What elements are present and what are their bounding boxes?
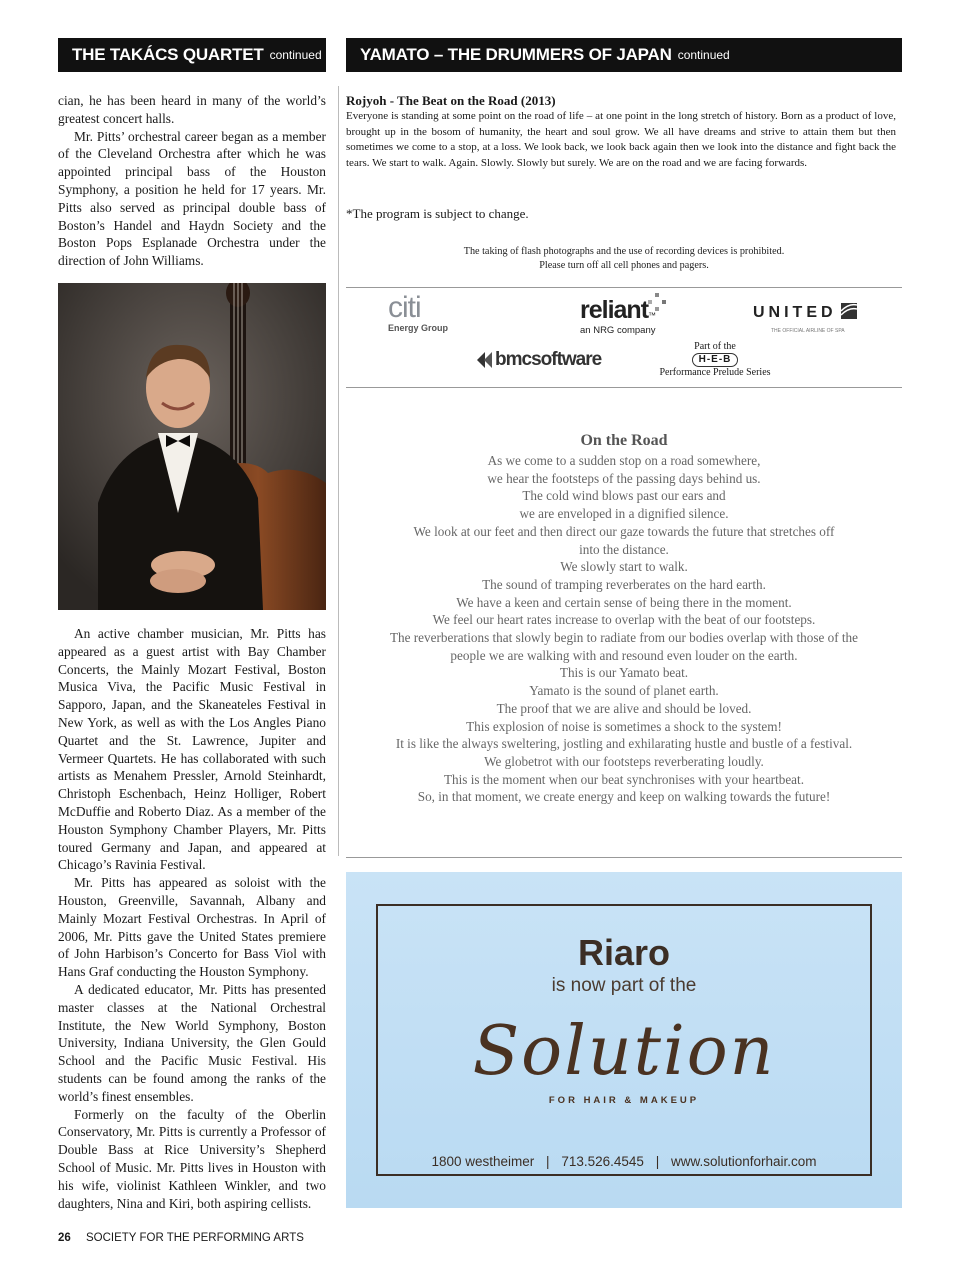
- program-note: *The program is subject to change.: [346, 206, 529, 221]
- continued-label: continued: [269, 48, 322, 62]
- poem-line: The proof that we are alive and should be loved.: [496, 700, 752, 716]
- bmc-logo: [475, 349, 601, 371]
- heb-suffix: Performance Prelude Series: [659, 367, 771, 378]
- reliant-wordmark: reliant: [580, 296, 649, 324]
- poem-line: This is our Yamato beat.: [559, 665, 689, 681]
- reliant-star-icon: [648, 293, 666, 311]
- ad-contact: 1800 westheimer | 713.526.4545 | www.solutionforhair.com: [431, 1154, 817, 1169]
- bio-paragraph: An active chamber musician, Mr. Pitts has appeared as a guest artist with Bay Chamber Concerts, the Mainly Mozart Festival, Boston Musica Viva, the Pacific Music Festival in Sapporo, Japan, and the Skaneateles Festival in New York, as well as with the Los Angles Piano Quartet and the St. Lawrence, Jupiter and Vermeer Quartets. He has collaborated with such artists as Menahem Pressler, Arnold Steinhardt, Christoph Eschenbach, Heinz Holliger, Robert McDuffie and Roberto Diaz. As a member of the Houston Symphony Chamber Players, Mr. Pitts toured Germany and Japan, and appeared at Chicago’s Ravinia Festival.: [58, 626, 326, 873]
- poem-line: This explosion of noise is sometimes a shock to the system!: [466, 718, 782, 734]
- poem-line: people we are walking with and resound even louder on the earth.: [450, 647, 798, 663]
- continued-label: continued: [677, 48, 730, 62]
- bio-paragraph: Formerly on the faculty of the Oberlin Conservatory, Mr. Pitts is currently a Professor of Double Bass at Rice University’s Shepherd School of Music. Mr. Pitts lives in Houston with his wife, violinist Kathleen Winkler, and two daughters, Nina and Kiri, both aspiring cellists.: [58, 1106, 326, 1211]
- flash-notice-line: Please turn off all cell phones and pagers.: [539, 260, 709, 271]
- poem-line: We slowly start to walk.: [560, 559, 688, 575]
- ad-subhead: is now part of the: [551, 975, 697, 996]
- ad-address: 1800 westheimer: [431, 1154, 535, 1169]
- sponsor-rule-bottom: [346, 387, 902, 388]
- poem-rule: [346, 857, 902, 858]
- united-subtitle: THE OFFICIAL AIRLINE OF SPA: [771, 328, 845, 334]
- flash-notice-line: The taking of flash photographs and the use of recording devices is prohibited.: [463, 246, 785, 257]
- ad-phone: 713.526.4545: [561, 1154, 644, 1169]
- reliant-tm: ™: [648, 311, 657, 320]
- bio-text-bottom: [58, 625, 326, 1212]
- poem-line: The cold wind blows past our ears and: [522, 488, 726, 504]
- poem-line: Yamato is the sound of planet earth.: [529, 683, 719, 699]
- poem-line: We look at our feet and then direct our gaze towards the future that stretches off: [413, 523, 835, 539]
- poem-text: [346, 452, 902, 806]
- bio-paragraph: Mr. Pitts’ orchestral career began as a member of the Cleveland Orchestra after which he was appointed principal bass of the Houston Symphony, a position he held for 17 years. Mr. Pitts also served as principal double bass of Boston’s Handel and Haydn Society and the Boston Pops Esplanade Orchestra under the direction of John Williams.: [58, 128, 326, 269]
- reliant-logo: [580, 296, 656, 336]
- page-footer: [58, 1232, 304, 1244]
- heb-prefix: Part of the: [694, 341, 736, 352]
- sponsor-rule-top: [346, 287, 902, 288]
- poem-line: We have a keen and certain sense of being there in the moment.: [456, 594, 792, 610]
- program-title: Rojyoh - The Beat on the Road (2013): [346, 93, 556, 108]
- poem-line: We globetrot with our footsteps reverberating loudly.: [484, 753, 764, 769]
- poem-line: So, in that moment, we create energy and keep on walking towards the future!: [417, 789, 831, 805]
- bio-paragraph: A dedicated educator, Mr. Pitts has presented master classes at the National Orchestral Institute, the New World Symphony, Boston University, Indiana University, the Glen Gould School and the Pacific Music Festival. His students can be found among the ranks of the world’s finest ensembles.: [58, 981, 326, 1104]
- ad-brand: Solution: [472, 1012, 776, 1091]
- heb-logo: [655, 341, 775, 379]
- ad-url[interactable]: www.solutionforhair.com: [670, 1154, 817, 1169]
- section-title: YAMATO – THE DRUMMERS OF JAPAN: [360, 45, 672, 64]
- poem-line: This is the moment when our beat synchronises with your heartbeat.: [443, 771, 804, 787]
- poem-line: The reverberations that slowly begin to radiate from our bodies overlap with those of the: [389, 630, 859, 646]
- citi-wordmark: citi: [388, 291, 421, 324]
- bio-paragraph: Mr. Pitts has appeared as soloist with the Houston, Greenville, Savannah, Albany and Mainly Mozart Festival Orchestras. In April of 2006, Mr. Pitts gave the United States premiere of John Harbison’s Concerto for Bass Viol with Hans Graf conducting the Houston Symphony.: [58, 875, 326, 980]
- flash-notice: [346, 245, 902, 273]
- section-header-left: [58, 38, 326, 72]
- heb-wordmark: H-E-B: [692, 353, 739, 367]
- ad-tagline: FOR HAIR & MAKEUP: [548, 1095, 700, 1106]
- united-logo: [753, 303, 857, 334]
- section-header-right: [346, 38, 902, 72]
- bio-text-top: [58, 92, 326, 270]
- section-title: THE TAKÁCS QUARTET: [72, 45, 264, 64]
- page-number: 26: [58, 1232, 71, 1244]
- poem-line: The sound of tramping reverberates on the hard earth.: [482, 576, 766, 592]
- poem-title: On the Road: [580, 432, 668, 449]
- united-wordmark: UNITED: [753, 304, 837, 321]
- poem-line: As we come to a sudden stop on a road somewhere,: [487, 453, 761, 468]
- united-globe-icon: [841, 303, 857, 319]
- poem-line: We feel our heart rates increase to overlap with the beat of our footsteps.: [432, 612, 816, 628]
- poem-line: into the distance.: [579, 541, 669, 557]
- poem-line: we are enveloped in a dignified silence.: [519, 506, 729, 522]
- bio-paragraph: cian, he has been heard in many of the world’s greatest concert halls.: [58, 93, 326, 126]
- column-divider: [338, 86, 339, 856]
- bmc-wordmark: bmcsoftware: [495, 349, 602, 370]
- ad-headline: Riaro: [577, 932, 671, 973]
- solution-ad: [346, 872, 902, 1208]
- reliant-subtitle: an NRG company: [580, 325, 656, 336]
- citi-logo: [388, 293, 448, 333]
- poem-line: we hear the footsteps of the passing days behind us.: [487, 470, 761, 486]
- bmc-mark-icon: [475, 350, 495, 370]
- publication-name: SOCIETY FOR THE PERFORMING ARTS: [86, 1232, 304, 1244]
- poem-line: It is like the always sweltering, jostling and exhilarating hustle and bustle of a festival.: [395, 736, 853, 752]
- musician-photo: [58, 283, 326, 610]
- program-description: Everyone is standing at some point on the road of life – at one point in the long stretch of history. Born as a product of love, brought up in the bosom of humanity, the heart and soul grow. We all have dreams and strive to attain them but then sometimes we come to a stop, at a loss. We look back, we look back again then we look into the distance and fight back the tears. We start to walk. Again. Slowly. Slowly but surely. We are on the road and we are facing forwards.: [346, 110, 896, 169]
- citi-subtitle: Energy Group: [388, 323, 449, 333]
